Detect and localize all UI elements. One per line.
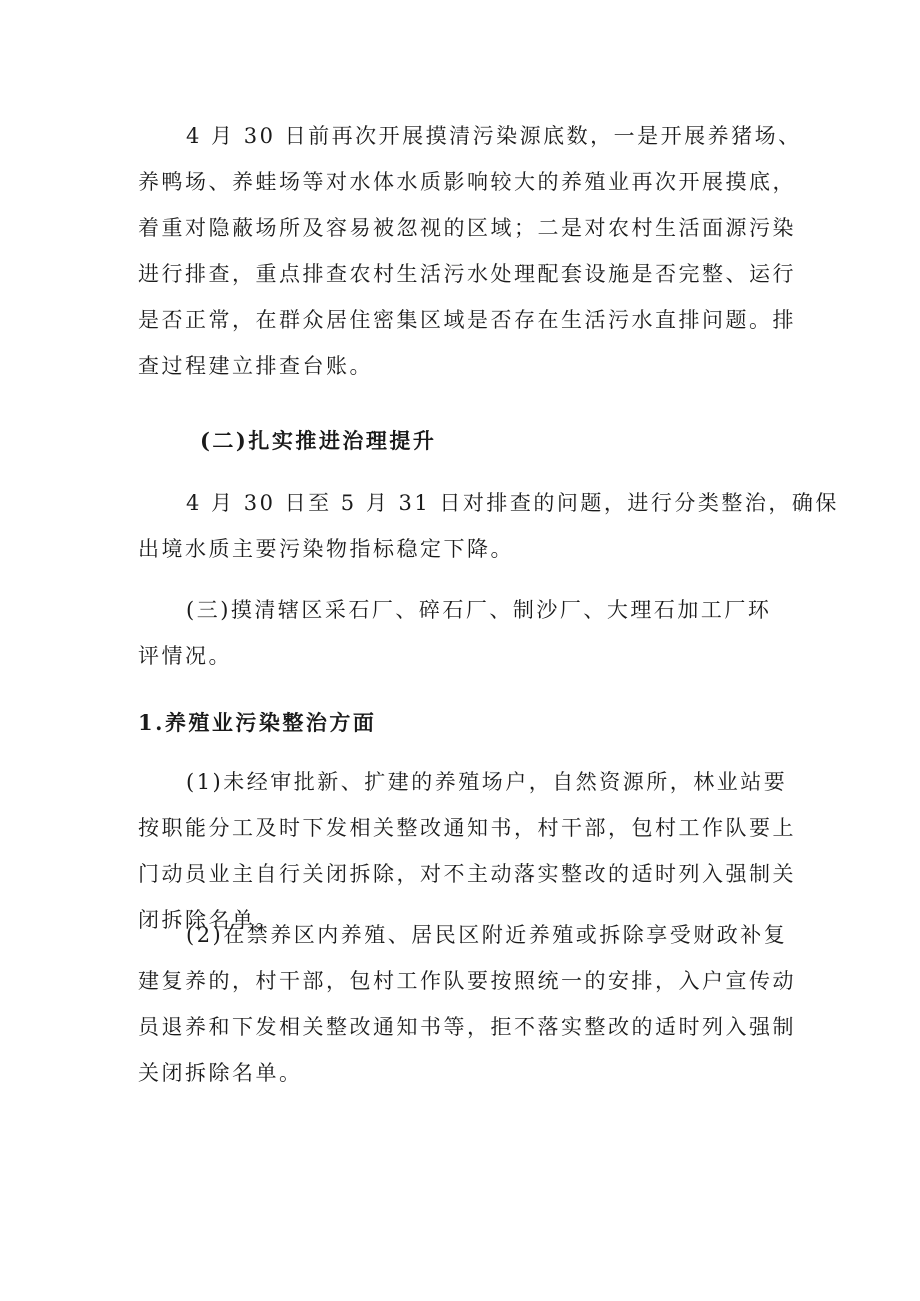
paragraph-line: 4 月 30 日前再次开展摸清污染源底数，一是开展养猪场、 [186, 124, 802, 148]
paragraph-line: 是否正常，在群众居住密集区域是否存在生活污水直排问题。排 [138, 308, 796, 332]
paragraph-survey-pollution-sources [138, 113, 802, 389]
paragraph-line: 关闭拆除名单。 [138, 1061, 303, 1085]
paragraph-line: 查过程建立排查台账。 [138, 354, 373, 378]
paragraph-line: 闭拆除名单。 [138, 908, 279, 932]
section-heading-governance [200, 418, 848, 464]
paragraph-rectification-period [138, 480, 839, 572]
paragraph-line: (三)摸清辖区采石厂、碎石厂、制沙厂、大理石加工厂环 [186, 598, 772, 622]
subsection-heading-livestock [138, 700, 786, 746]
paragraph-line: 4 月 30 日至 5 月 31 日对排查的问题，进行分类整治，确保 [186, 491, 839, 515]
paragraph-line: 员退养和下发相关整改通知书等，拒不落实整改的适时列入强制 [138, 1015, 796, 1039]
paragraph-line: 门动员业主自行关闭拆除，对不主动落实整改的适时列入强制关 [138, 862, 796, 886]
paragraph-line: 进行排查，重点排查农村生活污水处理配套设施是否完整、运行 [138, 262, 796, 286]
paragraph-line: 着重对隐蔽场所及容易被忽视的区域；二是对农村生活面源污染 [138, 216, 796, 240]
paragraph-line: 按职能分工及时下发相关整改通知书，村干部，包村工作队要上 [138, 816, 796, 840]
paragraph-line: 出境水质主要污染物指标稳定下降。 [138, 537, 514, 561]
paragraph-line: 养鸭场、养蛙场等对水体水质影响较大的养殖业再次开展摸底， [138, 170, 796, 194]
paragraph-line: (2)在禁养区内养殖、居民区附近养殖或拆除享受财政补复 [186, 923, 788, 947]
paragraph-line: 建复养的，村干部，包村工作队要按照统一的安排，入户宣传动 [138, 969, 796, 993]
heading-text: (二)扎实推进治理提升 [200, 428, 437, 453]
paragraph-line: (1)未经审批新、扩建的养殖场户，自然资源所，林业站要 [186, 770, 788, 794]
paragraph-prohibited-zone-farms [138, 912, 796, 1096]
heading-text: 1.养殖业污染整治方面 [138, 710, 377, 735]
paragraph-quarry-assessment [138, 587, 786, 679]
paragraph-line: 评情况。 [138, 644, 232, 668]
